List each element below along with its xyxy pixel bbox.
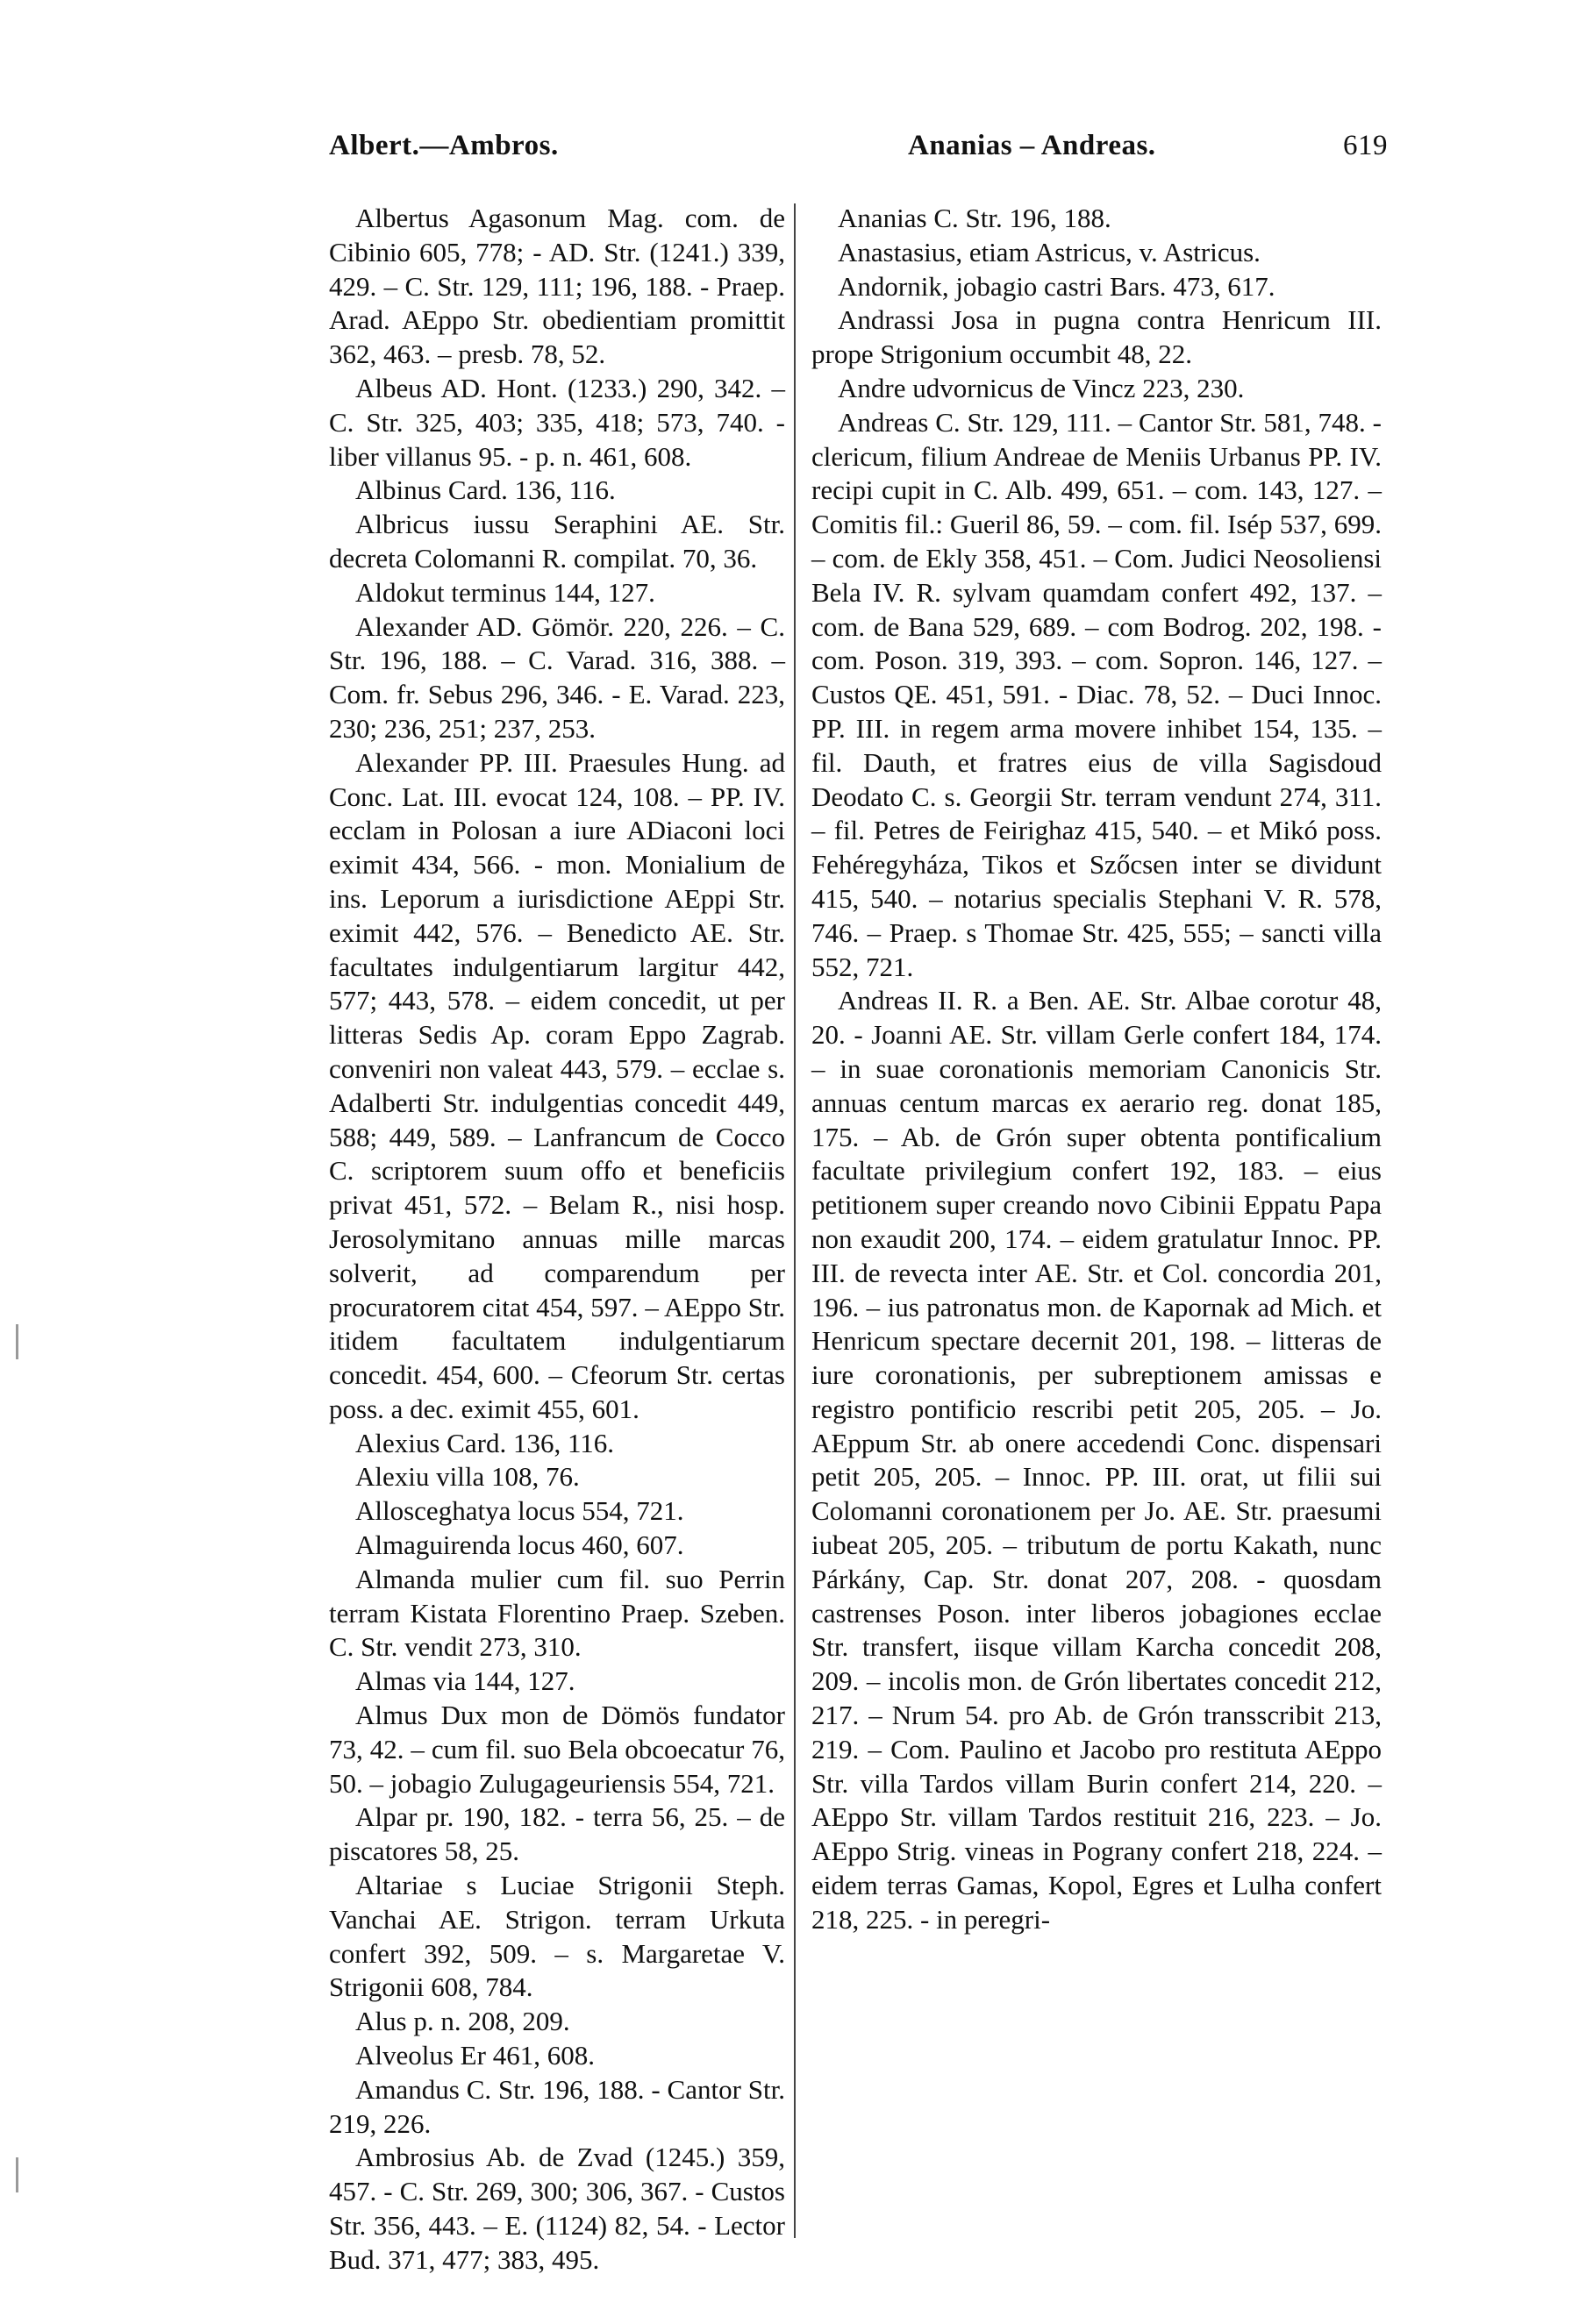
index-entry: Andre udvornicus de Vincz 223, 230. — [838, 372, 1245, 403]
index-entry: Alexander PP. III. Praesules Hung. ad Conc. Lat. III. evocat 124, 108. – PP. IV. ecclam in Polosan a iure ADiaconi loci eximit 434, 566. - mon. Monialium de ins. Leporum a iurisdictione AEppi Str. eximit 442, 576. – Benedicto AE. Str. facultates indulgentiarum largitur 442, 577; 443, 578. – eidem concedit, ut per litteras Sedis Ap. coram Eppo Zagrab. conveniri non valeat 443, 579. – ecclae s. Adalberti Str. indulgentias concedit 449, 588; 449, 589. – Lanfrancum de Cocco C. scriptorem suum offo et beneficiis privat 451, 572. – Belam R., nisi hosp. Jerosolymitano annuas mille marcas solverit, ad comparendum per procuratorem citat 454, 597. – AEppo Str. itidem facultatem indulgentiarum concedit. 454, 600. – Cfeorum Str. certas poss. a dec. eximit 455, 601. — [329, 746, 785, 1424]
index-entry: Amandus C. Str. 196, 188. - Cantor Str. 219, 226. — [329, 2073, 785, 2139]
index-entry: Almus Dux mon de Dömös fundator 73, 42. – cum fil. suo Bela obcoecatur 76, 50. – jobagio Zulugageuriensis 554, 721. — [329, 1700, 785, 1799]
index-entry: Albinus Card. 136, 116. — [355, 474, 616, 506]
column-divider — [794, 203, 796, 2238]
index-entry: Andornik, jobagio castri Bars. 473, 617. — [838, 270, 1275, 302]
index-entry: Andrassi Josa in pugna contra Henricum III. prope Strigonium occumbit 48, 22. — [811, 304, 1382, 370]
index-entry: Alveolus Er 461, 608. — [355, 2040, 595, 2071]
scan-edge-mark — [16, 1324, 18, 1359]
index-entry: Andreas C. Str. 129, 111. – Cantor Str. 581, 748. - clericum, filium Andreae de Meniis Urbanus PP. IV. recipi cupit in C. Alb. 499, 651. – com. 143, 127. – Comitis fil.: Gueril 86, 59. – com. fil. Isép 537, 699. – com. de Ekly 358, 451. – Com. Judici Neosoliensi Bela IV. R. sylvam quamdam confert 492, 137. – com. de Bana 529, 689. – com Bodrog. 202, 198. - com. Poson. 319, 393. – com. Sopron. 146, 127. – Custos QE. 451, 591. - Diac. 78, 52. – Duci Innoc. PP. III. in regem arma movere inhibet 154, 135. – fil. Dauth, et fratres eius de villa Sagisdoud Deodato C. s. Georgii Str. terram vendunt 274, 311. – fil. Petres de Feirighaz 415, 540. – et Mikó poss. Fehéregyháza, Tikos et Szőcsen inter se dividunt 415, 540. – notarius specialis Stephani V. R. 578, 746. – Praep. s Thomae Str. 425, 555; – sancti villa 552, 721. — [811, 406, 1382, 982]
index-entry: Aldokut terminus 144, 127. — [355, 576, 655, 608]
index-entry: Almanda mulier cum fil. suo Perrin terram Kistata Florentino Praep. Szeben. C. Str. vendit 273, 310. — [329, 1563, 785, 1663]
running-head — [0, 130, 1579, 168]
index-entry: Albeus AD. Hont. (1233.) 290, 342. – C. Str. 325, 403; 335, 418; 573, 740. - liber villanus 95. - p. n. 461, 608. — [329, 372, 785, 472]
index-entry: Ambrosius Ab. de Zvad (1245.) 359, 457. - C. Str. 269, 300; 306, 367. - Custos Str. 356, 443. – E. (1124) 82, 54. - Lector Bud. 371, 477; 383, 495. — [329, 2142, 785, 2275]
running-head-left: Albert.—Ambros. — [329, 130, 559, 161]
index-entry: Almas via 144, 127. — [355, 1665, 575, 1697]
index-entry: Alexiu villa 108, 76. — [355, 1461, 580, 1493]
index-entry: Ananias C. Str. 196, 188. — [838, 203, 1111, 233]
scan-edge-mark — [16, 2157, 18, 2192]
index-entry: Allosceghatya locus 554, 721. — [355, 1495, 684, 1527]
index-entry: Albricus iussu Seraphini AE. Str. decreta Colomanni R. compilat. 70, 36. — [329, 509, 785, 574]
index-entry: Alus p. n. 208, 209. — [355, 2006, 570, 2037]
index-entry: Andreas II. R. a Ben. AE. Str. Albae corotur 48, 20. - Joanni AE. Str. villam Gerle confert 184, 174. – in suae coronationis memoriam Canonicis Str. annuas centum marcas ex aerario reg. donat 185, 175. – Ab. de Grón super obtenta pontificalium facultate privilegium confert 192, 183. – eius petitionem super creando novo Cibinii Eppatu Papa non exaudit 200, 174. – eidem gratulatur Innoc. PP. III. de revecta inter AE. Str. et Col. concordia 201, 196. – ius patronatus mon. de Kapornak ad Mich. et Henricum spectare decernit 201, 198. – litteras de iure coronationis, per subreptionem amissas e registro pontificio rescribi petit 205, 205. – Jo. AEppum Str. ab onere accedendi Conc. dispensari petit 205, 205. – Innoc. PP. III. orat, ut filii sui Colomanni coronationem per Jo. AE. Str. praesumi iubeat 205, 205. – tributum de portu Kakath, nunc Párkány, Cap. Str. donat 207, 208. - quosdam castrenses Poson. inter liberos jobagiones ecclae Str. transfert, iisque villam Karcha concedit 208, 209. – incolis mon. de Grón libertates concedit 212, 217. – Nrum 54. pro Ab. de Grón transscribit 213, 219. – Com. Paulino et Jacobo pro restituta AEppo Str. villa Tardos villam Burin confert 214, 220. – AEppo Str. villam Tardos restituit 216, 223. – Jo. AEppo Strig. vineas in Pograny confert 218, 224. – eidem terras Gamas, Kopol, Egres et Lulha confert 218, 225. - in peregri- — [811, 985, 1382, 1935]
index-entry: Albertus Agasonum Mag. com. de Cibinio 605, 778; - AD. Str. (1241.) 339, 429. – C. Str. 129, 111; 196, 188. - Praep. Arad. AEppo Str. obedientiam promittit 362, 463. – presb. 78, 52. — [329, 203, 785, 370]
running-head-center: Ananias – Andreas. — [908, 130, 1156, 161]
index-entry: Alexander AD. Gömör. 220, 226. – C. Str. 196, 188. – C. Varad. 316, 388. – Com. fr. Sebus 296, 346. - E. Varad. 223, 230; 236, 251; 237, 253. — [329, 610, 785, 744]
left-column — [329, 202, 785, 2278]
index-entry: Alpar pr. 190, 182. - terra 56, 25. – de piscatores 58, 25. — [329, 1801, 785, 1867]
index-entry: Alexius Card. 136, 116. — [355, 1427, 615, 1458]
index-entry: Almaguirenda locus 460, 607. — [355, 1529, 684, 1561]
right-column — [811, 202, 1382, 1937]
page-number: 619 — [1343, 130, 1388, 161]
index-entry: Altariae s Luciae Strigonii Steph. Vanchai AE. Strigon. terram Urkuta confert 392, 509. – s. Margaretae V. Strigonii 608, 784. — [329, 1870, 785, 2003]
index-entry: Anastasius, etiam Astricus, v. Astricus. — [838, 236, 1261, 267]
